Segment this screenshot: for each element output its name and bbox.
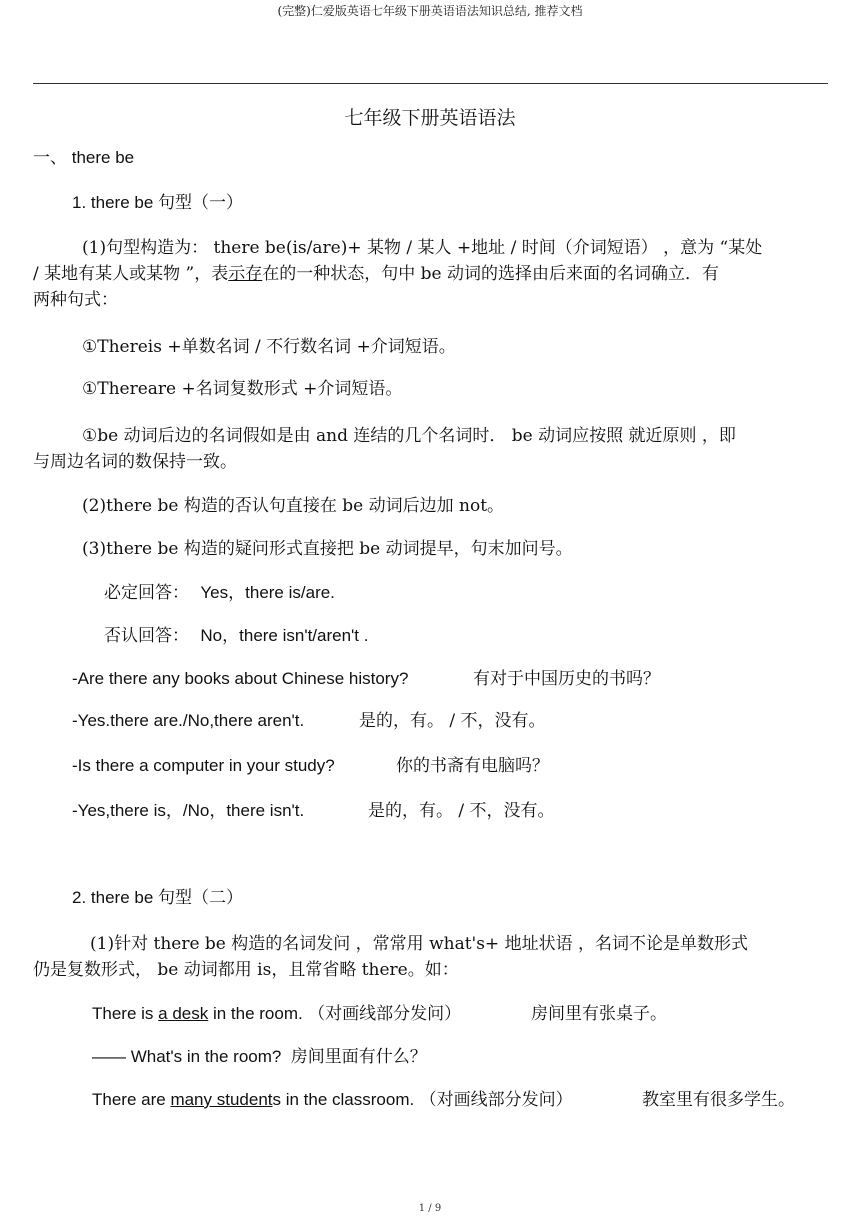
example-sentence <box>92 1002 461 1026</box>
text-span: —— What's in the room? <box>92 1047 282 1066</box>
paragraph-line: (1)句型构造为： there be(is/are)+ 某物 / 某人 +地址 / 时间（介词短语） ，意为 “某处 <box>82 238 763 258</box>
example-zh: 房间里面有什么？ <box>290 1047 427 1067</box>
example-zh: 你的书斋有电脑吗？ <box>396 756 549 776</box>
text-span: There are <box>92 1090 171 1109</box>
subsection-heading-1: 1. there be 句型（一） <box>72 193 244 212</box>
example-en: -Is there a computer in your study? <box>72 756 335 775</box>
example-zh: 有对于中国历史的书吗？ <box>473 669 660 689</box>
page-number: 1 / 9 <box>418 1203 442 1214</box>
example-sentence <box>92 1045 427 1069</box>
example-en: -Yes,there is，/No，there isn't. <box>72 801 305 820</box>
text-span: s in the classroom. <box>272 1090 415 1109</box>
rule-item: ①be 动词后边的名词假如是由 and 连结的几个名词时． be 动词应按照 就近原则 ，即 <box>82 426 736 446</box>
example-en: -Are there any books about Chinese history? <box>72 669 409 688</box>
text-span: 在的一种状态，句中 be 动词的选择由后来面的名词确立．有 <box>262 264 719 284</box>
answer-affirmative <box>104 581 335 605</box>
text-span: There is <box>92 1004 159 1023</box>
answer-label: 必定回答： <box>104 583 189 603</box>
example-zh: 是的，有。 / 不，没有。 <box>368 801 555 821</box>
underlined-text: many student <box>170 1090 273 1109</box>
answer-label: 否认回答： <box>104 626 189 646</box>
document-header: (完整)仁爱版英语七年级下册英语语法知识总结, 推荐文档 <box>277 4 583 18</box>
paragraph-line: (1)针对 there be 构造的名词发问 ，常常用 what's+ 地址状语 ，名词不论是单数形式 <box>90 934 748 954</box>
example-zh: 教室里有很多学生。 <box>642 1090 795 1110</box>
paragraph-line: 与周边名词的数保持一致。 <box>33 452 237 472</box>
underlined-text: a desk <box>158 1004 209 1023</box>
paragraph-line <box>33 262 719 286</box>
text-span: in the room. <box>208 1004 303 1023</box>
paragraph-line: (2)there be 构造的否认句直接在 be 动词后边加 not。 <box>82 496 505 516</box>
example-en: -Yes.there are./No,there aren't. <box>72 711 305 730</box>
underlined-text: 示存 <box>228 264 263 284</box>
section-heading: 一、 there be <box>33 148 135 167</box>
header-rule <box>33 83 828 84</box>
annotation: （对画线部分发问） <box>308 1004 462 1024</box>
example-zh: 是的，有。 / 不，没有。 <box>359 711 546 731</box>
rule-item: ①Thereis +单数名词 / 不行数名词 +介词短语。 <box>82 337 456 357</box>
answer-text: No，there isn't/aren't . <box>200 626 369 645</box>
answer-negative <box>104 624 368 648</box>
example-zh: 房间里有张桌子。 <box>531 1004 667 1024</box>
example-sentence <box>92 1088 573 1112</box>
paragraph-line: 两种句式： <box>33 290 118 310</box>
paragraph-line: (3)there be 构造的疑问形式直接把 be 动词提早，句末加问号。 <box>82 539 573 559</box>
text-span: / 某地有某人或某物 ”，表 <box>33 264 229 284</box>
page-title: 七年级下册英语语法 <box>344 107 516 129</box>
subsection-heading-2: 2. there be 句型（二） <box>72 888 244 907</box>
answer-text: Yes，there is/are. <box>200 583 335 602</box>
annotation: （对画线部分发问） <box>419 1090 573 1110</box>
paragraph-line: 仍是复数形式， be 动词都用 is，且常省略 there。如： <box>33 960 459 980</box>
rule-item: ①Thereare +名词复数形式 +介词短语。 <box>82 379 403 399</box>
